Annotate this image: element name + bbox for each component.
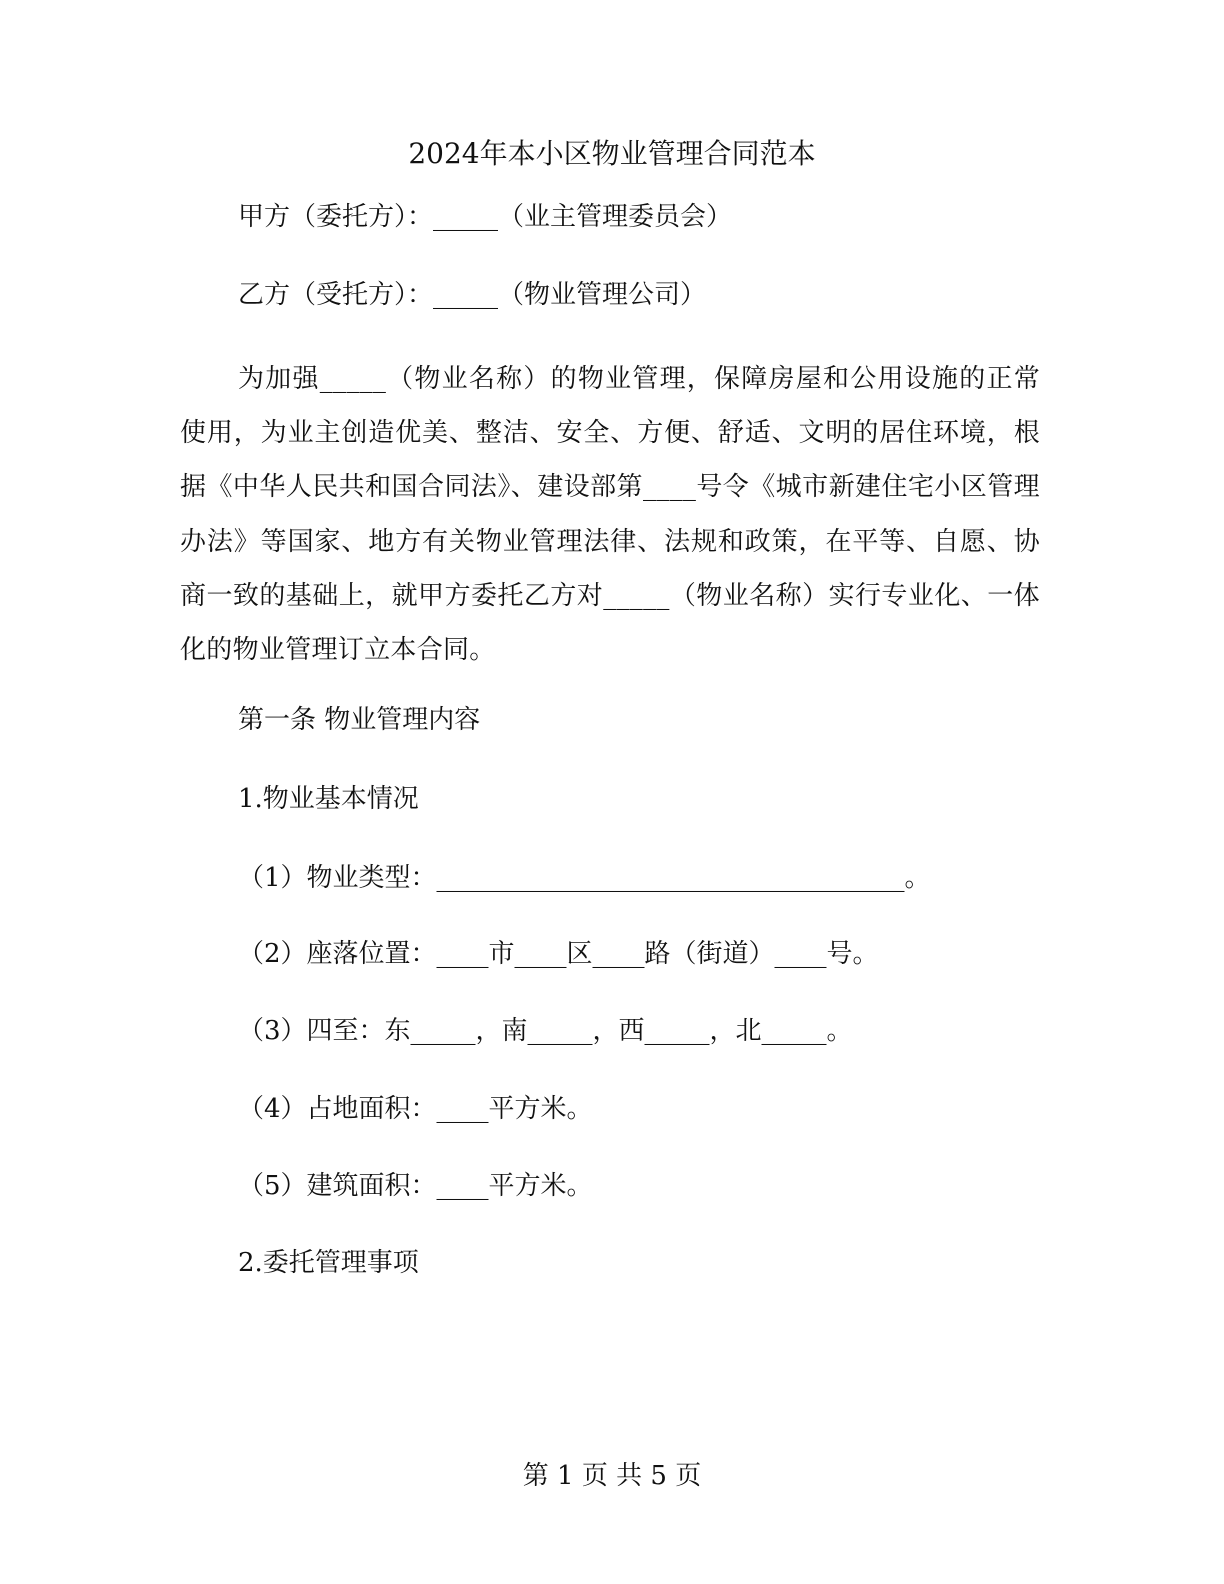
item-location: （2）座落位置：____市____区____路（街道）____号。 [238,939,879,969]
page-footer: 第 1 页 共 5 页 [522,1461,702,1491]
section-1-heading: 1.物业基本情况 [238,784,419,814]
party-a-line: 甲方（委托方）：_____（业主管理委员会） [238,202,733,232]
article-1-heading: 第一条 物业管理内容 [238,705,481,735]
item-property-type: （1）物业类型：____________________________________。 [238,863,931,893]
party-b-line: 乙方（受托方）：_____（物业管理公司） [238,280,707,310]
section-2-heading: 2.委托管理事项 [238,1248,419,1278]
item-boundaries: （3）四至：东_____，南_____，西_____，北_____。 [238,1016,853,1046]
document-title: 2024年本小区物业管理合同范本 [408,137,816,170]
item-land-area: （4）占地面积：____平方米。 [238,1094,593,1124]
item-building-area: （5）建筑面积：____平方米。 [238,1171,593,1201]
preamble-paragraph: 为加强_____（物业名称）的物业管理，保障房屋和公用设施的正常使用，为业主创造优美、整洁、安全、方便、舒适、文明的居住环境，根据《中华人民共和国合同法》、建设部第____号令《城市新建住宅小区管理办法》等国家、地方有关物业管理法律、法规和政策，在平等、自愿、协商一致的基础上，就甲方委托乙方对_____（物业名称）实行专业化、一体化的物业管理订立本合同。 [180,364,1040,666]
